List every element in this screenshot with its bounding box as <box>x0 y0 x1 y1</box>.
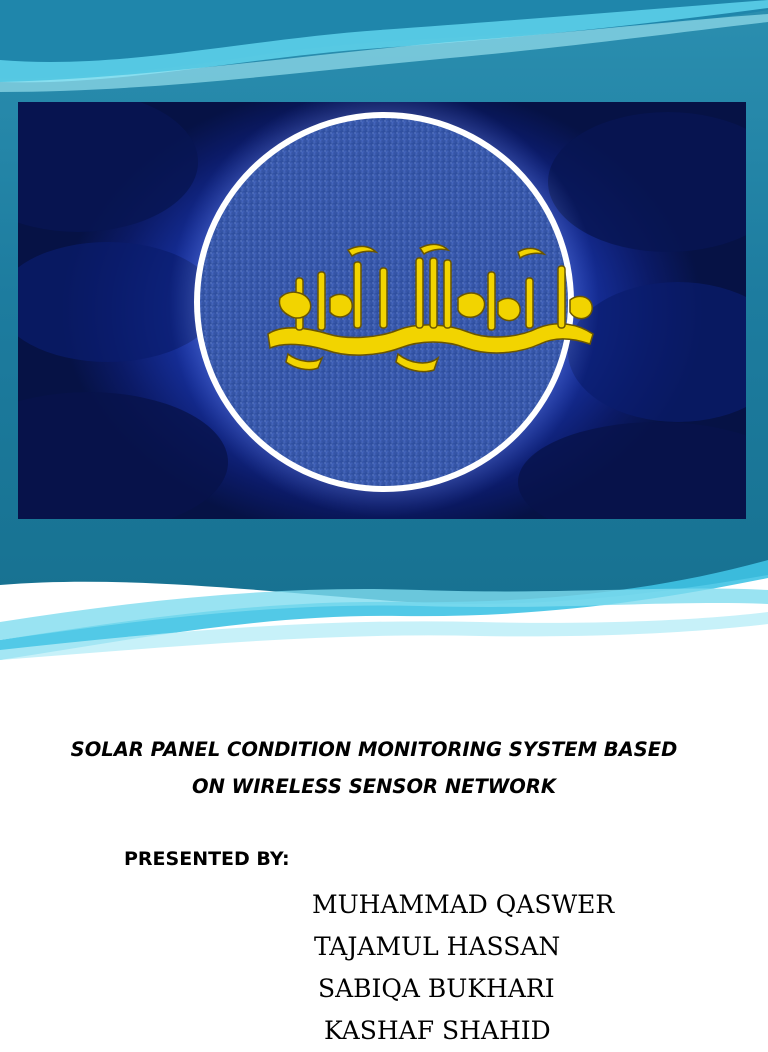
presenter-name: MUHAMMAD QASWER <box>312 890 615 919</box>
title-line-1: SOLAR PANEL CONDITION MONITORING SYSTEM BASED <box>70 738 678 761</box>
bismillah-image <box>18 102 746 519</box>
presenter-name: TAJAMUL HASSAN <box>314 932 561 961</box>
presenter-list <box>312 884 614 1052</box>
presented-by-label: PRESENTED BY: <box>124 848 290 870</box>
presenter-name: SABIQA BUKHARI <box>318 974 555 1003</box>
title-line-2: ON WIRELESS SENSOR NETWORK <box>192 775 556 798</box>
presenter-name: KASHAF SHAHID <box>324 1016 551 1045</box>
bismillah-calligraphy-icon <box>18 102 746 519</box>
presentation-title <box>0 731 748 805</box>
